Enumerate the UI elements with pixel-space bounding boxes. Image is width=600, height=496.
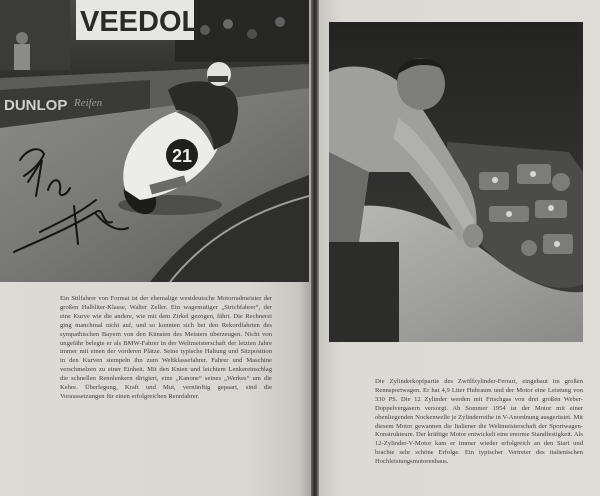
- right-page: [319, 0, 600, 496]
- book-gutter: [311, 0, 319, 496]
- barrier-secondary-text: Reifen: [74, 97, 103, 109]
- ferrari-engine-photo: [329, 22, 583, 342]
- dunlop-barrier-text: DUNLOP: [4, 97, 68, 114]
- engine-photo-drawing: [329, 22, 583, 342]
- motorcycle-photo-drawing: [0, 0, 309, 282]
- race-number-text: 21: [171, 146, 193, 166]
- veedol-banner-text: VEEDOL: [80, 6, 200, 38]
- right-photo-caption: Die Zylinderkopfpartie des Zwölfzylinder-Ferrari, eingebaut im großen Rennsportwagen. Er hat 4,9 Liter Hubraum und der Motor eine Leistung von 330 PS. Die 12 Zylinder werden mit Frischgas von drei großen Weber-Doppelvergasern versorgt. Ab Sommer 1954 ist der Motor mit einer obenliegenden Nockenwelle je Zylinderreihe in V-Anordnung ausgerüstet. Mit diesem Motor gewannen die Italiener die Weltmeisterschaft der Sportwagen-Konstrukteure. Der kräftige Motor entwickelt eine enorme Standfestigkeit. Als 12-Zylinder-V-Motor kam er immer wieder erfolgreich an den Start und brachte sehr schöne Erfolge. Ein typischer Vertreter des italienischen Hochleistungsmotorenbaus.: [375, 378, 583, 466]
- left-photo-caption: Ein Stilfahrer von Format ist der ehemalige westdeutsche Motorradmeister der großen Halbliter-Klasse, Walter Zeller. Ein wagemutiger „Strichfahrer“, der eine Kurve wie die andere, wie mit dem Zirkel gezogen, fährt. Die Rechnerei ging manchmal nicht auf, und so konnten sich bei den Rekordfahrten des sympathischen Bayern von den Künsten des Meisters überzeugen. Nicht von ungefähr belegte er als BMW-Fahrer in der Weltmeisterschaft der letzten Jahre immer mit einen der vorderen Plätze. Seine typische Haltung und Sitzposition in den Kurven stempeln ihn zum Weltklassefahrer. Fahrer und Maschine verschmelzen zu einer Einheit. Mit den Knien und leichtem Lenkereinschlag die schnellen Rennlenkern dirigiert, eine „Kanone“ seines „Werkes“ um die Kehre. Überlegung, Kraft und Mut, vernünftig gepaart, sind die Voraussetzungen für einen erfolgreichen Rennfahrer.: [60, 295, 272, 400]
- motorcycle-racing-photo: [0, 0, 309, 282]
